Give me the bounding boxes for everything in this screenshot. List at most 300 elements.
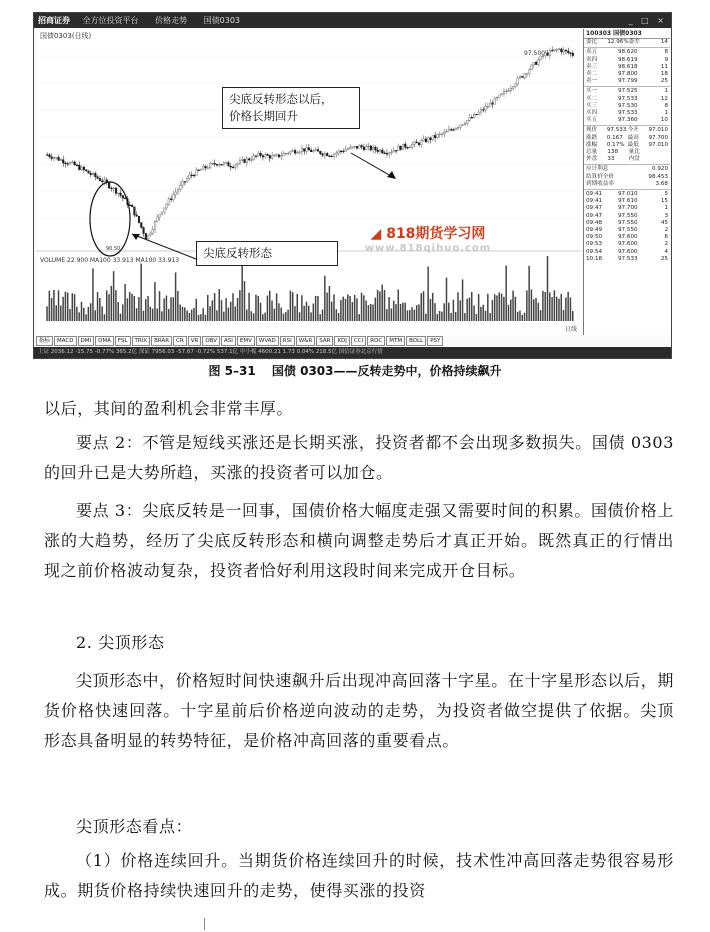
indicator-tab[interactable]: BOLL: [406, 336, 426, 346]
candle: [166, 204, 168, 208]
candle: [414, 142, 416, 144]
volume-bar: [522, 315, 523, 321]
page-mark: [204, 918, 205, 930]
quote-cell: 25: [660, 78, 668, 85]
quote-cell: 买五: [586, 117, 598, 124]
indicator-tab[interactable]: FSL: [115, 336, 131, 346]
candle: [416, 142, 418, 143]
candle: [402, 144, 404, 150]
quote-divider: [584, 189, 670, 190]
candle: [218, 164, 220, 165]
volume-bar: [136, 308, 137, 321]
tick-row: [584, 205, 670, 212]
candle: [331, 156, 333, 157]
volume-label: VOLUME 22.900 MA100 33.913 MA100 33.913: [40, 257, 180, 264]
volume-bar: [83, 308, 84, 321]
candle: [423, 139, 425, 141]
window-controls[interactable]: _ □ ×: [628, 16, 667, 25]
candle: [409, 147, 411, 148]
candle: [480, 110, 482, 112]
indicator-tab[interactable]: CR: [173, 336, 187, 346]
volume-bar: [398, 290, 399, 321]
candle: [398, 146, 400, 150]
volume-bar: [106, 290, 107, 321]
volume-bar: [299, 312, 300, 321]
volume-bar: [554, 290, 555, 321]
quote-stat-row: [584, 156, 670, 163]
section-heading: 2. 尖顶形态: [76, 633, 165, 652]
volume-bar: [163, 298, 164, 321]
candle: [76, 165, 78, 166]
candle: [205, 166, 207, 168]
volume-bar: [391, 308, 392, 321]
quote-cell: 09:47: [586, 205, 603, 212]
candle: [58, 157, 60, 160]
flame-logo-icon: ◢: [370, 226, 382, 242]
period-label: 日线: [564, 326, 577, 333]
indicator-tab[interactable]: BRAR: [151, 336, 172, 346]
candle: [182, 182, 184, 186]
candle: [280, 156, 282, 157]
candle: [453, 130, 455, 131]
indicator-tab[interactable]: WVAD: [256, 336, 279, 346]
volume-bar: [331, 302, 332, 321]
tick-row: [584, 227, 670, 234]
volume-bar: [439, 311, 440, 321]
volume-bar: [336, 309, 337, 321]
quote-cell: 10:18: [586, 255, 603, 262]
candle: [372, 147, 374, 150]
volume-bar: [354, 295, 355, 321]
tick-row: [584, 191, 670, 198]
quote-ratio-row: [584, 39, 670, 46]
indicator-tab[interactable]: ASI: [221, 336, 236, 346]
volume-bar: [372, 305, 373, 321]
candle: [55, 157, 57, 158]
indicator-tab[interactable]: CCI: [351, 336, 366, 346]
volume-bar: [528, 266, 529, 321]
candle: [150, 233, 152, 235]
volume-bar: [115, 290, 116, 321]
candle: [108, 183, 110, 188]
volume-bar: [140, 264, 141, 321]
volume-bar: [409, 310, 410, 321]
indicator-tab[interactable]: EMV: [237, 336, 255, 346]
volume-bar: [218, 289, 219, 321]
volume-bar: [361, 293, 362, 321]
volume-bar: [113, 271, 114, 321]
candle: [485, 106, 487, 110]
volume-bar: [46, 306, 47, 321]
quote-cell: 98.620: [618, 49, 638, 56]
candle: [361, 146, 363, 147]
candle: [262, 156, 264, 157]
candle: [565, 50, 567, 51]
volume-bar: [570, 297, 571, 321]
volume-bar: [276, 293, 277, 321]
callout-spike-bottom: 尖底反转形态: [196, 241, 338, 266]
candle: [535, 62, 537, 64]
quote-cell: 97.010: [648, 127, 669, 134]
candle: [221, 164, 223, 165]
quote-cell: 97.800: [618, 71, 638, 78]
candle: [338, 151, 340, 153]
volume-bar: [202, 308, 203, 321]
candle: [145, 234, 147, 239]
volume-bar: [138, 297, 139, 321]
candle: [95, 173, 97, 177]
watermark-url: www.818qihuo.com: [364, 243, 492, 254]
candle: [159, 214, 161, 217]
quote-cell: 5: [664, 191, 668, 198]
candle: [319, 151, 321, 154]
volume-bar: [517, 312, 518, 321]
volume-bar: [189, 313, 190, 321]
indicator-tab[interactable]: MTM: [386, 336, 405, 346]
candle: [524, 74, 526, 78]
volume-bar: [340, 300, 341, 321]
volume-bar: [53, 290, 54, 321]
candle: [340, 151, 342, 152]
candle: [345, 149, 347, 151]
candle: [505, 91, 507, 92]
candle: [90, 173, 92, 174]
volume-bar: [567, 292, 568, 321]
volume-bar: [466, 299, 467, 321]
candle: [147, 235, 149, 239]
candle: [561, 49, 563, 52]
candle: [161, 212, 163, 214]
volume-bar: [78, 312, 79, 321]
candle: [122, 196, 124, 199]
volume-bar: [168, 309, 169, 321]
volume-bar: [319, 314, 320, 321]
volume-bar: [108, 294, 109, 321]
volume-bar: [489, 313, 490, 321]
candle: [393, 150, 395, 152]
volume-bar: [170, 297, 171, 321]
candle: [140, 223, 142, 228]
volume-bar: [124, 284, 125, 321]
candle: [285, 153, 287, 154]
volume-bar: [381, 285, 382, 321]
candle: [533, 62, 535, 65]
candle: [492, 103, 494, 104]
volume-bar: [120, 314, 121, 321]
candle: [471, 117, 473, 118]
volume-bar: [478, 294, 479, 321]
quote-cell: 内盘: [628, 156, 640, 163]
volume-bar: [476, 314, 477, 321]
volume-bar: [186, 310, 187, 321]
candle: [191, 175, 193, 176]
ask-row: [584, 78, 670, 85]
quote-cell: 97.525: [618, 88, 638, 95]
volume-bar: [515, 297, 516, 321]
candle: [297, 153, 299, 154]
kline-chart[interactable]: [36, 29, 581, 335]
volume-bar: [182, 307, 183, 321]
volume-bar: [473, 306, 474, 321]
volume-bar: [85, 314, 86, 321]
candle: [60, 160, 62, 161]
indicator-tab[interactable]: VR: [188, 336, 202, 346]
candle: [136, 215, 138, 216]
volume-bar: [329, 286, 330, 321]
volume-bar: [131, 294, 132, 321]
indicator-tab[interactable]: W&R: [296, 336, 316, 346]
candle: [381, 150, 383, 153]
candle: [175, 192, 177, 195]
candle: [455, 128, 457, 130]
volume-bar: [349, 296, 350, 321]
indicator-tab[interactable]: PSY: [427, 336, 443, 346]
candle: [531, 65, 533, 70]
candle: [62, 160, 64, 163]
volume-bar: [563, 310, 564, 321]
volume-bar: [237, 298, 238, 321]
candle: [124, 198, 126, 199]
indicator-tab[interactable]: KDJ: [334, 336, 349, 346]
volume-bar: [542, 291, 543, 321]
volume-bar: [379, 291, 380, 321]
volume-bar: [127, 298, 128, 321]
site-watermark: [328, 223, 528, 254]
volume-bar: [499, 292, 500, 321]
quote-cell: 卖二: [586, 71, 598, 78]
volume-bar: [60, 306, 61, 321]
bond-info-row: [584, 174, 670, 181]
volume-bar: [460, 300, 461, 321]
volume-bar: [269, 291, 270, 321]
candle: [391, 152, 393, 153]
candle: [235, 165, 237, 167]
candle: [570, 53, 572, 54]
candle: [425, 139, 427, 142]
candle: [290, 151, 292, 153]
volume-bar: [556, 297, 557, 321]
volume-bar: [338, 313, 339, 321]
volume-bar: [420, 293, 421, 321]
candle: [342, 151, 344, 152]
paragraph: （1）价格连续回升。当期货价格连续回升的时候，技术性冲高回落走势很容易形成。期货价格持续快速回升的走势，使得买涨的投资: [44, 851, 674, 900]
candle: [209, 164, 211, 168]
indicator-tab[interactable]: ROC: [367, 336, 385, 346]
candle: [202, 166, 204, 169]
volume-bar: [384, 290, 385, 321]
volume-bar: [308, 306, 309, 321]
indicator-tab[interactable]: TRIX: [132, 336, 151, 346]
candle: [134, 207, 136, 215]
quote-stat-row: [584, 127, 670, 134]
candle: [359, 146, 361, 149]
volume-bar: [572, 311, 573, 321]
volume-bar: [72, 293, 73, 321]
quote-cell: 8: [664, 102, 668, 109]
volume-bar: [184, 307, 185, 321]
volume-bar: [430, 299, 431, 321]
candle: [528, 70, 530, 74]
quote-cell: [650, 149, 668, 156]
volume-bar: [551, 297, 552, 321]
quote-cell: 8: [664, 49, 668, 56]
quote-cell: 卖三: [586, 63, 598, 70]
volume-bar: [310, 312, 311, 321]
candle: [333, 154, 335, 156]
volume-bar: [51, 298, 52, 321]
volume-bar: [95, 310, 96, 321]
watermark-title: [328, 223, 528, 243]
candle: [163, 208, 165, 212]
candle: [255, 156, 257, 157]
candle: [67, 164, 69, 165]
candle: [384, 153, 386, 154]
candle: [168, 199, 170, 204]
volume-bar: [418, 304, 419, 321]
volume-bar: [49, 291, 50, 321]
candle: [292, 150, 294, 151]
indicator-tab[interactable]: OBV: [202, 336, 220, 346]
candle: [306, 148, 308, 152]
indicator-tab[interactable]: DMA: [95, 336, 114, 346]
callout-arrow: [132, 234, 196, 259]
volume-bar: [198, 315, 199, 321]
quote-cell: 现价: [586, 127, 598, 134]
subheading: 尖顶形态看点：: [76, 817, 193, 836]
candle: [407, 147, 409, 148]
quote-cell: 45: [660, 219, 668, 226]
bid-row: [584, 88, 670, 95]
volume-bar: [496, 295, 497, 321]
candle: [556, 49, 558, 50]
volume-bar: [425, 314, 426, 321]
titlebar-item[interactable]: 全方位投资平台: [82, 16, 139, 25]
volume-bar: [196, 299, 197, 321]
indicator-tab[interactable]: 指标: [36, 336, 53, 346]
quote-cell: 15: [660, 198, 668, 205]
indicator-tab[interactable]: RSI: [280, 336, 295, 346]
quote-cell: 涨跌: [586, 134, 598, 141]
tick-row: [584, 198, 670, 205]
candle: [526, 74, 528, 75]
candle: [324, 153, 326, 155]
volume-bar: [448, 303, 449, 321]
volume-bar: [69, 309, 70, 321]
volume-bar: [501, 294, 502, 321]
volume-bar: [230, 302, 231, 321]
quote-cell: 11: [660, 63, 668, 70]
volume-bar: [74, 294, 75, 321]
candle: [179, 185, 181, 189]
quote-cell: 4: [664, 248, 668, 255]
candle: [317, 150, 319, 152]
candle: [446, 131, 448, 132]
indicator-tab[interactable]: SAR: [316, 336, 333, 346]
quote-cell: 委差: [628, 39, 640, 46]
volume-bar: [117, 302, 118, 321]
candle: [216, 164, 218, 165]
paragraph: 要点 3：尖底反转是一回事，国债价格大幅度走强又需要时间的积累。国债价格上涨的大趋势，经历了尖底反转形态和横向调整走势后才真正开始。既然真正的行情出现之前价格波动复杂，投资者恰好利用这段时间来完成开仓目标。: [44, 501, 674, 580]
volume-bar: [368, 305, 369, 321]
candle: [352, 147, 354, 148]
volume-bar: [416, 305, 417, 321]
candle: [464, 124, 466, 125]
quote-cell: 9: [664, 56, 668, 63]
volume-bar: [232, 293, 233, 321]
volume-bar: [388, 297, 389, 321]
quote-cell: 97.010: [618, 191, 638, 198]
indicator-tab[interactable]: MACD: [54, 336, 77, 346]
titlebar-item[interactable]: 国债0303: [203, 16, 240, 25]
volume-bar: [111, 286, 112, 321]
candle: [104, 180, 106, 182]
volume-bar: [287, 310, 288, 321]
quote-cell: 97.530: [618, 102, 638, 109]
quote-cell: 12: [660, 95, 668, 102]
volume-bar: [370, 304, 371, 321]
volume-bar: [251, 311, 252, 321]
volume-bar: [443, 303, 444, 321]
volume-bar: [67, 293, 68, 321]
candle: [193, 175, 195, 176]
quote-cell: 买四: [586, 110, 598, 117]
candle: [563, 50, 565, 52]
kline-chart-svg: [36, 29, 581, 335]
candle: [184, 182, 186, 183]
volume-bar: [547, 256, 548, 321]
volume-bar: [533, 299, 534, 321]
volume-bar: [241, 263, 242, 321]
quote-cell: 97.550: [618, 212, 638, 219]
volume-bar: [326, 293, 327, 321]
volume-bar: [260, 303, 261, 321]
quote-cell: 卖四: [586, 56, 598, 63]
candle: [51, 157, 53, 159]
candle: [239, 161, 241, 164]
candle: [173, 195, 175, 200]
quote-cell: 97.600: [618, 248, 638, 255]
candle: [326, 153, 328, 156]
indicator-tab[interactable]: DMI: [78, 336, 95, 346]
volume-bar: [147, 296, 148, 321]
tick-row: [584, 241, 670, 248]
quote-cell: 97.533: [618, 110, 638, 117]
volume-bar: [423, 291, 424, 321]
volume-bar: [544, 292, 545, 321]
volume-bar: [285, 312, 286, 321]
candle: [508, 91, 510, 92]
candle: [522, 76, 524, 77]
quote-cell: 97.700: [648, 134, 669, 141]
market-statusbar: 上证 2036.12 -15.75 -0.77% 365.2亿 深证 7956.03 -57.67 -0.72% 537.1亿 中小板 4600.21 1.73 0.04% 218.5亿 国信证券北京行情: [34, 347, 672, 358]
candle: [198, 170, 200, 171]
volume-bar: [526, 290, 527, 321]
bond-info-row: [584, 181, 670, 188]
candle: [237, 163, 239, 165]
volume-bar: [177, 291, 178, 321]
candle: [395, 150, 397, 151]
candle: [501, 94, 503, 95]
titlebar-item[interactable]: 价格走势: [155, 16, 188, 25]
volume-bar: [301, 295, 302, 321]
quote-cell: 外盘: [586, 156, 598, 163]
candle: [267, 154, 269, 155]
candle: [363, 147, 365, 150]
quote-cell: 涨幅: [586, 141, 598, 148]
quote-cell: 98.453: [648, 173, 668, 180]
candle: [549, 50, 551, 55]
volume-bar: [315, 296, 316, 321]
